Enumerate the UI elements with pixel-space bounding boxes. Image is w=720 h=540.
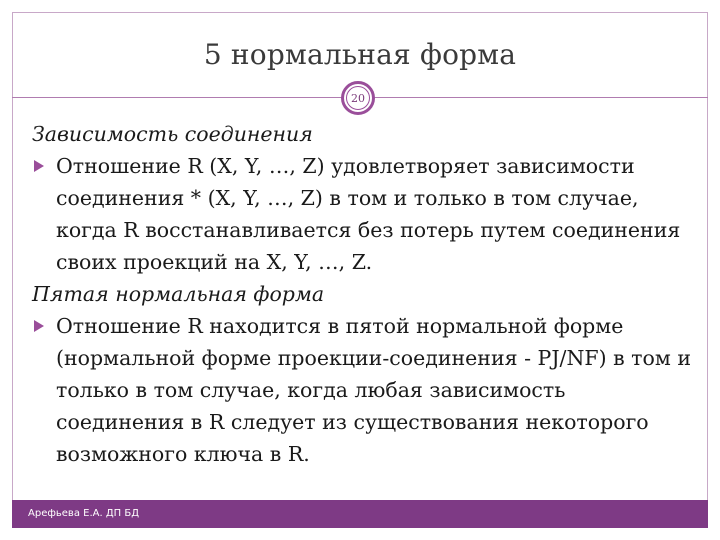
page-number: 20 [346, 86, 370, 110]
slide-content [32, 118, 692, 470]
bullet-text: Отношение R находится в пятой нормальной форме (нормальной форме проекции-соединения - PJ/NF) в том и только в том случае, когда любая зависимость соединения в R следует из существования некоторого возможного ключа в R. [56, 314, 691, 466]
bullet-arrow-icon [34, 320, 44, 332]
slide-title: 5 нормальная форма [203, 38, 517, 71]
section-heading-join-dependency: Зависимость соединения [32, 122, 313, 146]
section-heading-fifth-normal-form: Пятая нормальная форма [32, 282, 325, 306]
footer-bar [12, 500, 708, 528]
bullet-arrow-icon [34, 160, 44, 172]
bullet-text: Отношение R (X, Y, …, Z) удовлетворяет зависимости соединения * (X, Y, …, Z) в том и только в том случае, когда R восстанавливается без потерь путем соединения своих проекций на X, Y, …, Z. [56, 154, 681, 274]
footer-author: Арефьева Е.А. ДП БД [28, 508, 140, 519]
page-number-badge [341, 81, 375, 115]
bullet-fifth-normal-form [32, 310, 692, 470]
bullet-join-dependency [32, 150, 692, 278]
